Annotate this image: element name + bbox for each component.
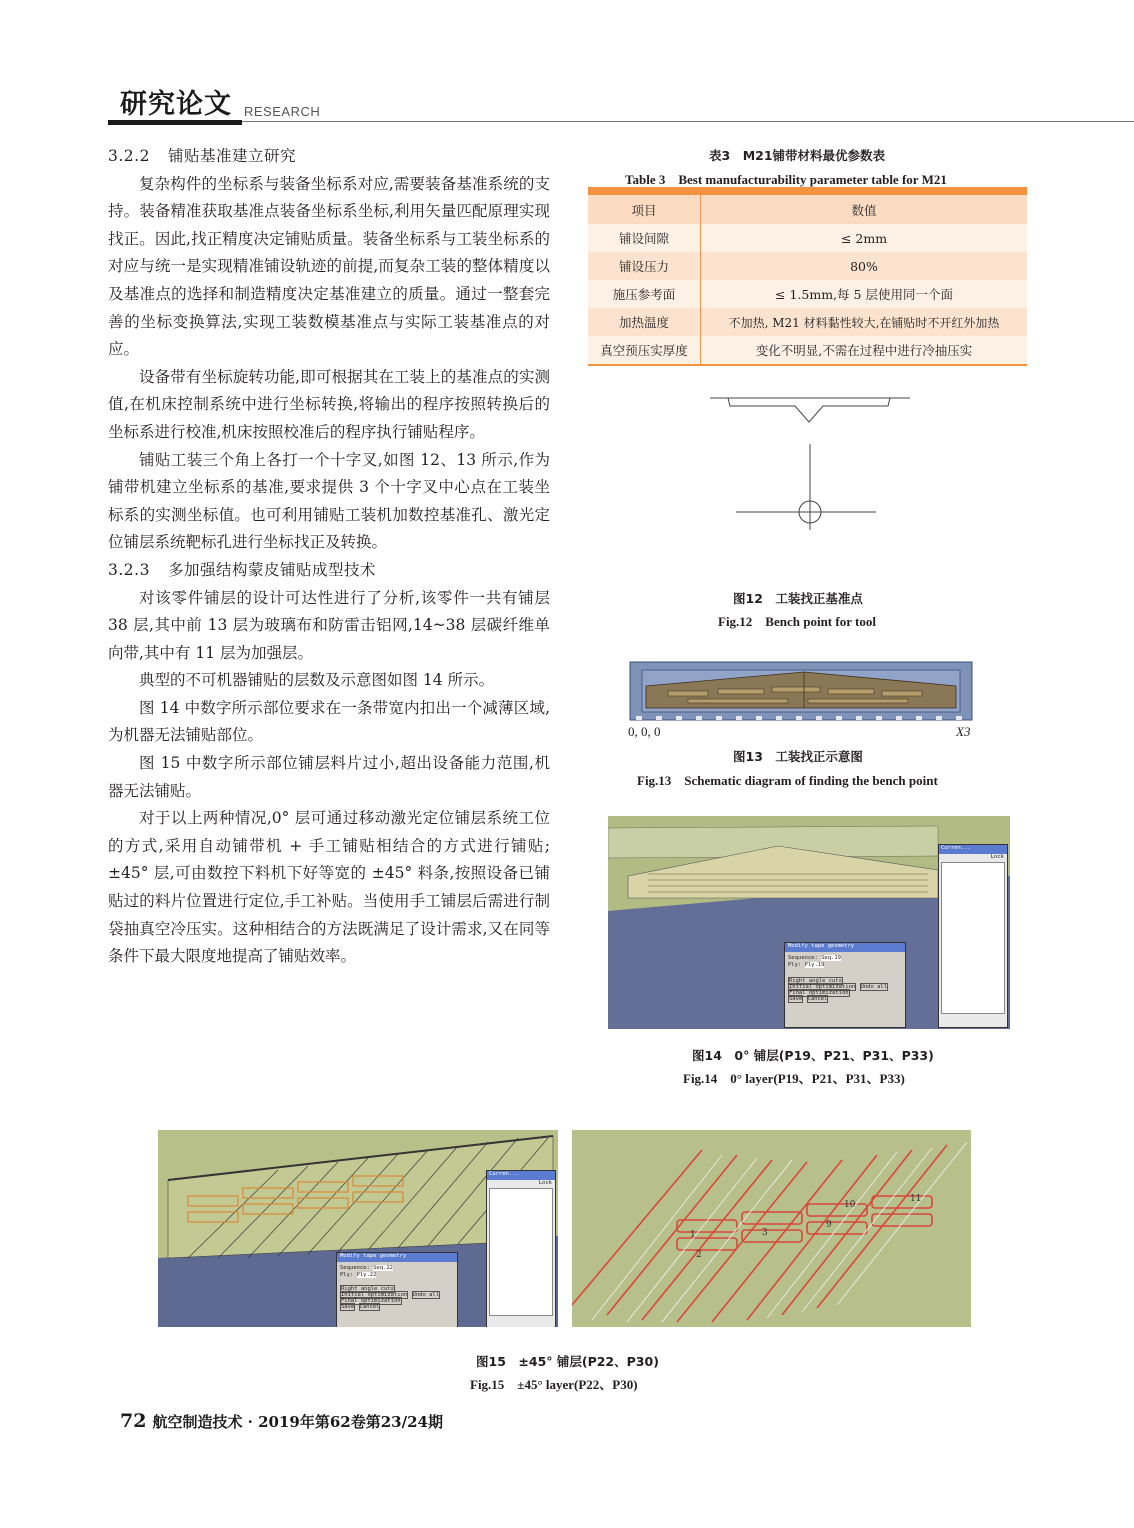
cancel-button[interactable]: Cancel bbox=[359, 1304, 380, 1310]
fig13-tooth bbox=[876, 716, 882, 720]
fig14-dialog-seq: Sequence: Seq.19 bbox=[788, 955, 841, 961]
right-angle-cuts-button[interactable]: Right angle cuts bbox=[341, 1286, 394, 1292]
fig15-dialog-ply: Ply: Ply.22 bbox=[340, 1272, 377, 1278]
fig13-tooth bbox=[736, 716, 742, 720]
paragraph: 复杂构件的坐标系与装备坐标系对应,需要装备基准系统的支持。装备精准获取基准点装备坐标系坐标,利用矢量匹配原理实现找正。因此,找正精度决定铺贴质量。装备坐标系与工装坐标系的对应与统一是实现精准铺设轨迹的前提,而复杂工装的整体精度以及基准点的选择和制造精度决定基准建立的质量。通过一整套完善的坐标变换算法,实现工装数模基准点与实际工装基准点的对应。 bbox=[108, 174, 550, 359]
fig12-caption-cn: 图12 工装找正基准点 bbox=[733, 591, 863, 606]
header-rule-thick bbox=[108, 120, 242, 125]
table-header-cell: 数值 bbox=[701, 195, 1028, 224]
paragraph: 对于以上两种情况,0° 层可通过移动激光定位铺层系统工位的方式,采用自动铺带机 + 手工铺贴相结合的方式进行铺贴; ±45° 层,可由数控下料机下好等宽的 ±45° 料条,按照设备已铺贴过的料片位置进行定位,手工补贴。当使用手工铺层后需进行制袋抽真空冷压实。这种相结合的方法既满足了设计需求,又在同等条件下最大限度地提高了铺贴效率。 bbox=[108, 809, 550, 966]
table-caption-en: Table 3 Best manufacturability parameter table for M21 bbox=[625, 172, 947, 187]
fig15-panel-lock[interactable]: Lock bbox=[538, 1180, 552, 1186]
table-cell: ≤ 2mm bbox=[701, 224, 1028, 252]
fig14-dialog-title: Modify tape geometry bbox=[785, 943, 905, 952]
section-label: 研究论文 bbox=[120, 89, 232, 120]
fig14-cad-screenshot bbox=[608, 816, 1010, 1029]
fig15-number-label: 1 bbox=[690, 1230, 696, 1240]
fig15-number-label: 10 bbox=[844, 1200, 856, 1210]
page-number: 72 bbox=[120, 1410, 147, 1432]
fig13-tooth bbox=[816, 716, 822, 720]
fig15-panel-title: Curren... bbox=[487, 1171, 555, 1180]
fig13-ply bbox=[808, 699, 908, 703]
fig13-ply bbox=[668, 691, 708, 696]
fig13-caption-en: Fig.13 Schematic diagram of finding the bench point bbox=[637, 773, 938, 788]
table-cell: 变化不明显,不需在过程中进行冷抽压实 bbox=[701, 336, 1028, 365]
table-cell: 施压参考面 bbox=[588, 280, 701, 308]
final-optimization-button[interactable]: Final optimization bbox=[341, 1298, 401, 1304]
fig13-tooth bbox=[716, 716, 722, 720]
section-label-en: RESEARCH bbox=[244, 104, 321, 119]
section-title: 多加强结构蒙皮铺贴成型技术 bbox=[167, 560, 376, 579]
fig13-tooth bbox=[796, 716, 802, 720]
table-cell: ≤ 1.5mm,每 5 层使用同一个面 bbox=[701, 280, 1028, 308]
fig15-dialog-title: Modify tape geometry bbox=[337, 1253, 457, 1262]
fig14-dialog bbox=[784, 942, 906, 1028]
fig13-tooth bbox=[636, 716, 642, 720]
section-number: 3.2.3 bbox=[108, 560, 150, 579]
table-cell: 铺设间隙 bbox=[588, 224, 701, 252]
undo-all-button[interactable]: Undo all bbox=[412, 1292, 440, 1298]
paragraph: 对该零件铺层的设计可达性进行了分析,该零件一共有铺层 38 层,其中前 13 层为玻璃布和防雷击铝网,14~38 层碳纤维单向带,其中有 11 层为加强层。 bbox=[108, 588, 550, 662]
save-button[interactable]: Save bbox=[341, 1304, 355, 1310]
fig15-cad-screenshot-right bbox=[572, 1130, 971, 1327]
paragraph: 典型的不可机器铺贴的层数及示意图如图 14 所示。 bbox=[139, 671, 495, 690]
table-cell: 真空预压实厚度 bbox=[588, 336, 701, 365]
fig14-caption-en: Fig.14 0° layer(P19、P21、P31、P33) bbox=[683, 1071, 905, 1086]
table-caption-cn: 表3 M21铺带材料最优参数表 bbox=[709, 148, 886, 163]
fig15-number-label: 9 bbox=[826, 1220, 832, 1230]
initial-optimization-button[interactable]: Initial optimization bbox=[789, 984, 856, 990]
fig12-caption-en: Fig.12 Bench point for tool bbox=[718, 614, 876, 629]
fig15-number-label: 11 bbox=[910, 1194, 922, 1204]
fig13-ply bbox=[718, 689, 764, 694]
fig13-tooth bbox=[696, 716, 702, 720]
fig13-tool-drawing bbox=[628, 660, 974, 724]
fig13-tooth bbox=[936, 716, 942, 720]
paragraph: 铺贴工装三个角上各打一个十字叉,如图 12、13 所示,作为铺带机建立坐标系的基准,要求提供 3 个十字叉中心点在工装坐标系的实测坐标值。也可利用铺贴工装机加数控基准孔、激光定位铺层系统靶标孔进行坐标找正及转换。 bbox=[108, 450, 550, 552]
fig13-tooth bbox=[856, 716, 862, 720]
fig13-tooth bbox=[776, 716, 782, 720]
header-rule-thin bbox=[242, 121, 1134, 122]
fig15-right-background bbox=[572, 1130, 971, 1327]
fig13-tooth bbox=[676, 716, 682, 720]
table-cell: 铺设压力 bbox=[588, 252, 701, 280]
fig13-ply bbox=[688, 699, 788, 703]
fig14-sequence-panel bbox=[938, 844, 1008, 1028]
fig15-caption-en: Fig.15 ±45° layer(P22、P30) bbox=[470, 1377, 638, 1392]
fig14-caption-cn: 图14 0° 铺层(P19、P21、P31、P33) bbox=[692, 1048, 934, 1063]
fig14-dialog-ply: Ply: Ply.19 bbox=[788, 962, 825, 968]
fig15-number-label: 2 bbox=[696, 1250, 702, 1260]
table-header-cell: 项目 bbox=[588, 195, 701, 224]
journal-info: 航空制造技术 · 2019年第62卷第23/24期 bbox=[152, 1413, 443, 1431]
fig13-ply bbox=[882, 691, 922, 696]
fig15-cad-screenshot-left bbox=[158, 1130, 558, 1327]
page-footer bbox=[120, 1410, 443, 1432]
fig15-caption-cn: 图15 ±45° 铺层(P22、P30) bbox=[476, 1354, 659, 1369]
table-cell: 不加热, M21 材料黏性较大,在铺贴时不开红外加热 bbox=[701, 308, 1028, 336]
fig14-panel-lock[interactable]: Lock bbox=[990, 854, 1004, 860]
fig13-tooth bbox=[756, 716, 762, 720]
fig13-tooth bbox=[836, 716, 842, 720]
table-top-band bbox=[588, 187, 1027, 195]
fig14-dialog-buttons bbox=[785, 968, 905, 1002]
fig12-notch bbox=[728, 398, 890, 422]
paragraph: 图 14 中数字所示部位要求在一条带宽内扣出一个减薄区域,为机器无法铺贴部位。 bbox=[108, 698, 550, 745]
section-title: 铺贴基准建立研究 bbox=[167, 147, 296, 165]
fig15-sequence-list[interactable] bbox=[489, 1188, 553, 1316]
fig13-label-x3: X3 bbox=[956, 724, 971, 739]
section-number: 3.2.2 bbox=[108, 147, 150, 165]
fig13-ply bbox=[828, 689, 874, 694]
fig13-label-origin: 0, 0, 0 bbox=[628, 724, 661, 739]
fig13-ply bbox=[772, 687, 820, 692]
fig14-panel-title: Curren... bbox=[939, 845, 1007, 854]
parameter-table bbox=[588, 187, 1027, 366]
fig15-dialog-buttons bbox=[337, 1278, 457, 1310]
initial-optimization-button[interactable]: Initial optimization bbox=[341, 1292, 408, 1298]
right-angle-cuts-button[interactable]: Right angle cuts bbox=[789, 978, 842, 984]
fig15-sequence-panel bbox=[486, 1170, 556, 1327]
fig13-tooth bbox=[916, 716, 922, 720]
fig15-dialog bbox=[336, 1252, 458, 1327]
fig15-number-label: 3 bbox=[762, 1228, 768, 1238]
table-cell: 80% bbox=[701, 252, 1028, 280]
left-text-column bbox=[108, 143, 550, 971]
fig13-tooth bbox=[656, 716, 662, 720]
paragraph: 设备带有坐标旋转功能,即可根据其在工装上的基准点的实测值,在机床控制系统中进行坐标转换,将输出的程序按照转换后的坐标系进行校准,机床按照校准后的程序执行铺贴程序。 bbox=[108, 367, 550, 441]
fig14-sequence-list[interactable] bbox=[941, 862, 1005, 1014]
section-heading-3-2-2 bbox=[108, 143, 550, 171]
undo-all-button[interactable]: Undo all bbox=[860, 984, 888, 990]
fig13-caption-cn: 图13 工装找正示意图 bbox=[733, 749, 863, 764]
final-optimization-button[interactable]: Final optimization bbox=[789, 990, 849, 996]
section-heading-3-2-3 bbox=[108, 557, 550, 585]
table-cell: 加热温度 bbox=[588, 308, 701, 336]
fig13-tooth bbox=[956, 716, 962, 720]
cancel-button[interactable]: Cancel bbox=[807, 996, 828, 1002]
save-button[interactable]: Save bbox=[789, 996, 803, 1002]
paragraph: 图 15 中数字所示部位铺层料片过小,超出设备能力范围,机器无法铺贴。 bbox=[108, 754, 550, 800]
fig15-right-graphic bbox=[572, 1130, 971, 1327]
fig12-drawing bbox=[700, 392, 920, 532]
fig13-tooth bbox=[896, 716, 902, 720]
fig15-dialog-seq: Sequence: Seq.22 bbox=[340, 1265, 393, 1271]
